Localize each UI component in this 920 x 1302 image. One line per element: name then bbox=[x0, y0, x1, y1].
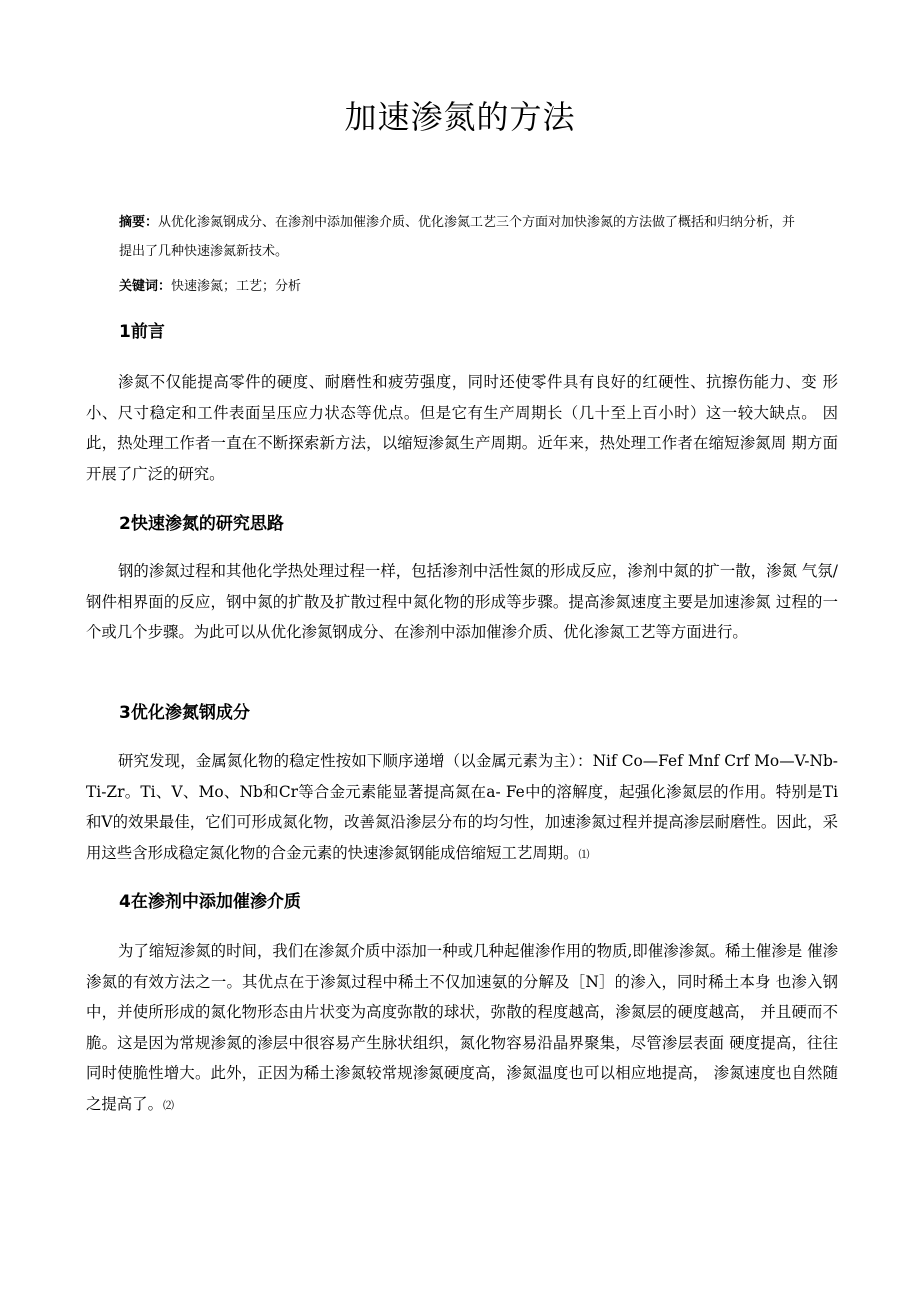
abstract-text: 从优化渗氮钢成分、在渗剂中添加催渗介质、优化渗氮工艺三个方面对加快渗氮的方法做了概括和归纳分析，并提出了几种快速渗氮新技术。 bbox=[119, 215, 796, 259]
keywords-label: 关键词： bbox=[119, 279, 172, 294]
section-body-steel-text: 研究发现，金属氮化物的稳定性按如下顺序递增（以金属元素为主）：Nif Co—Fef Mnf Crf Mo—V-Nb-Ti-Zr。Ti、V、Mo、Nb和Cr等合金元素能显著提高氮在a- Fe中的溶解度，起强化渗氮层的作用。特别是Ti和V的效果最佳，它们可形成氮化物，改善氮沿渗层分布的均匀性，加速渗氮过程并提高渗层耐磨性。因此，采用这些含形成稳定氮化物的合金元素的快速渗氮钢能成倍缩短工艺周期。 bbox=[86, 752, 838, 862]
section-heading-research: 2快速渗氮的研究思路 bbox=[119, 514, 284, 534]
section-body-catalyst-text: 为了缩短渗氮的时间，我们在渗氮介质中添加一种或几种起催渗作用的物质,即催渗渗氮。稀土催渗是 催渗渗氮的有效方法之一。其优点在于渗氮过程中稀土不仅加速氨的分解及［N］的渗入，同时稀土本身 也渗入钢中，并使所形成的氮化物形态由片状变为高度弥散的球状，弥散的程度越高，渗氮层的硬度越高， 并且硬而不脆。这是因为常规渗氮的渗层中很容易产生脉状组织，氮化物容易沿晶界聚集，尽管渗层表面 硬度提高，往往同时使脆性增大。此外，正因为稀土渗氮较常规渗氮硬度高，渗氮温度也可以相应地提高， 渗氮速度也自然随之提高了。 bbox=[86, 942, 838, 1113]
abstract bbox=[119, 208, 799, 266]
keywords-text: 快速渗氮；工艺；分析 bbox=[171, 279, 302, 294]
abstract-label: 摘要： bbox=[119, 215, 159, 230]
section-heading-intro: 1前言 bbox=[119, 322, 165, 342]
section-heading-steel: 3优化渗氮钢成分 bbox=[119, 703, 250, 723]
section-body-intro bbox=[86, 367, 838, 489]
section-body-research-text: 钢的渗氮过程和其他化学热处理过程一样，包括渗剂中活性氮的形成反应，渗剂中氮的扩一散，渗氮 气氛/钢件相界面的反应，钢中氮的扩散及扩散过程中氮化物的形成等步骤。提高渗氮速度主要是加速渗氮 过程的一个或几个步骤。为此可以从优化渗氮钢成分、在渗剂中添加催渗介质、优化渗氮工艺等方面进行。 bbox=[86, 562, 838, 642]
section-body-intro-text: 渗氮不仅能提高零件的硬度、耐磨性和疲劳强度，同时还使零件具有良好的红硬性、抗擦伤能力、变 形小、尺寸稳定和工件表面呈压应力状态等优点。但是它有生产周期长（几十至上百小时）这一较大缺点。 因此，热处理工作者一直在不断探索新方法，以缩短渗氮生产周期。近年来，热处理工作者在缩短渗氮周 期方面开展了广泛的研究。 bbox=[86, 373, 838, 483]
reference-mark-2: ⑵ bbox=[162, 1098, 174, 1112]
reference-mark-1: ⑴ bbox=[578, 847, 590, 861]
keywords bbox=[119, 273, 799, 301]
section-body-catalyst bbox=[86, 936, 838, 1122]
document-title: 加速渗氮的方法 bbox=[344, 98, 576, 136]
section-body-research bbox=[86, 556, 838, 648]
section-heading-catalyst: 4在渗剂中添加催渗介质 bbox=[119, 892, 301, 912]
section-body-steel bbox=[86, 746, 838, 870]
